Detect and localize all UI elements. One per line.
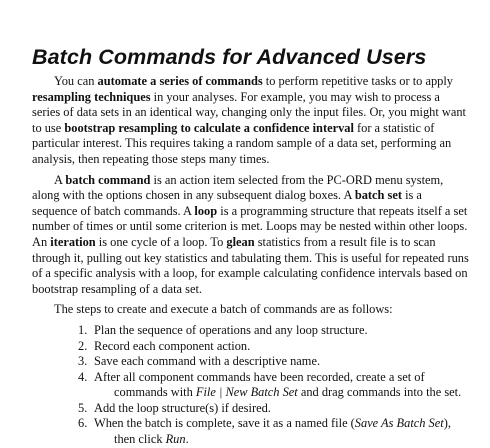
step-item: 6. When the batch is complete, save it as a named file (Save As Batch Set), then click Run. (78, 416, 451, 447)
definitions-paragraph: A batch command is an action item selected from the PC-ORD menu system, along with the options chosen in any subsequent dialog boxes. A batch set is a sequence of batch commands. A loop is a programming structure that repeats itself a set number of times or until some criterion is met. Loops may be nested within other loops. An iteration is one cycle of a loop. To glean statistics from a result file is to scan through it, pulling out key statistics and tabulating them. This is useful for repeated runs of a specific analysis with a loop, for example calculating confidence intervals based on bootstrap resampling of a data set. (32, 172, 469, 296)
steps-list (32, 323, 470, 448)
step-item: 5. Add the loop structure(s) if desired. (78, 400, 271, 415)
steps-intro-paragraph: The steps to create and execute a batch of commands are as follows: (54, 302, 393, 317)
step-item: 2. Record each component action. (78, 338, 251, 353)
intro-paragraph: You can automate a series of commands to perform repetitive tasks or to apply resampling techniques in your analyses. For example, you may wish to process a series of data sets in an identical way, changing only the input files. Or, you might want to use bootstrap resampling to calculate a confidence interval for a statistic of particular interest. This requires taking a random sample of a data set, performing an analysis, then repeating those steps many times. (32, 74, 466, 166)
step-item: 4. After all component commands have been recorded, create a set of commands with File | New Batch Set and drag commands into the set. (78, 369, 462, 400)
section-heading: Batch Commands for Advanced Users (32, 45, 427, 69)
step-item: 1. Plan the sequence of operations and any loop structure. (78, 322, 368, 337)
step-item: 3. Save each command with a descriptive name. (78, 354, 321, 369)
